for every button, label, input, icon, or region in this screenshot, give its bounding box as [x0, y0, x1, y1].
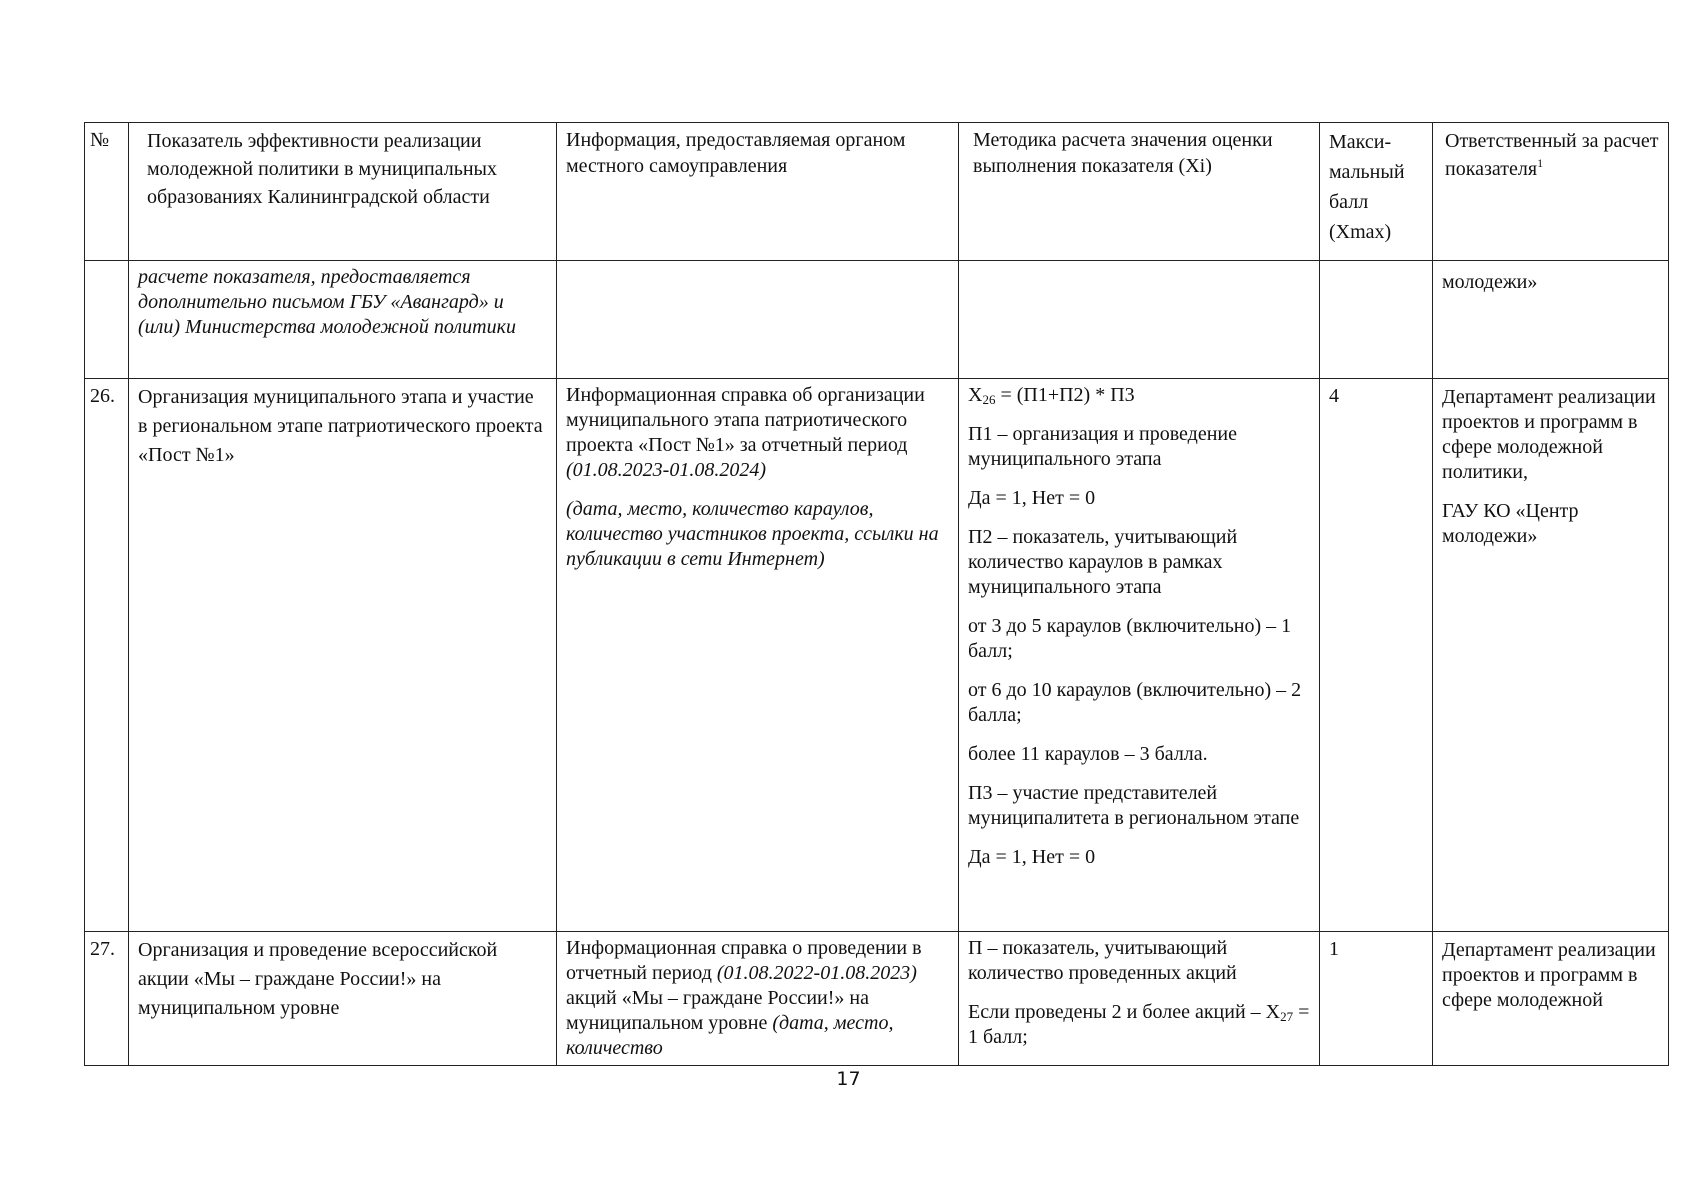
method-p: П – показатель, учитывающий количество проведенных акций	[968, 937, 1237, 984]
cell-method-empty	[959, 261, 1320, 379]
table-row-26	[85, 379, 1669, 932]
table-row-27	[85, 932, 1669, 1066]
info-text: Информационная справка о проведении в отчетный период	[566, 937, 922, 984]
header-max-line-1: Макси-	[1329, 131, 1392, 153]
method-p1: П1 – организация и проведение муниципального этапа	[968, 423, 1237, 470]
footnote-marker: 1	[1537, 156, 1544, 170]
cell-info	[557, 932, 959, 1066]
header-indicator	[129, 123, 557, 261]
cell-method	[959, 932, 1320, 1066]
cell-indicator	[129, 932, 557, 1066]
header-max-line-4: (Xmax)	[1329, 221, 1392, 243]
cell-max-score: 4	[1320, 379, 1433, 932]
cell-responsible	[1433, 379, 1669, 932]
info-period: (01.08.2022-01.08.2023)	[716, 962, 917, 984]
method-rule	[968, 1000, 1310, 1050]
cell-responsible-continued: молодежи»	[1433, 261, 1669, 379]
rule-prefix: Если проведены 2 и более акций – X	[968, 1001, 1281, 1023]
header-responsible	[1433, 123, 1669, 261]
header-indicator-text: Показатель эффективности реализации молодежной политики в муниципальных образованиях Калининградской области	[147, 130, 497, 208]
info-details: (дата, место, количество	[566, 1012, 894, 1059]
indicator-text: Организация муниципального этапа и участие в региональном этапе патриотического проекта «Пост №1»	[138, 386, 543, 466]
rule-sub: 27	[1280, 1009, 1294, 1024]
formula-sub: 26	[982, 392, 996, 407]
method-p3-values: Да = 1, Нет = 0	[968, 846, 1096, 868]
header-info	[557, 123, 959, 261]
header-method	[959, 123, 1320, 261]
cell-indicator-continued: расчете показателя, предоставляется дополнительно письмом ГБУ «Авангард» и (или) Министерства молодежной политики	[129, 261, 557, 379]
method-p1-values: Да = 1, Нет = 0	[968, 487, 1096, 509]
cell-responsible: Департамент реализации проектов и программ в сфере молодежной	[1433, 932, 1669, 1066]
indicator-text: Организация и проведение всероссийской акции «Мы – граждане России!» на муниципальном уровне	[138, 939, 498, 1019]
responsible-department: Департамент реализации проектов и программ в сфере молодежной политики,	[1442, 386, 1656, 483]
cell-number: 27.	[85, 932, 129, 1066]
cell-number: 26.	[85, 379, 129, 932]
rule-suffix: = 1 балл;	[968, 1001, 1310, 1048]
header-method-text: Методика расчета значения оценки выполнения показателя (Xi)	[973, 129, 1273, 177]
header-info-text: Информация, предоставляемая органом местного самоуправления	[566, 129, 906, 177]
method-p3: П3 – участие представителей муниципалитета в региональном этапе	[968, 782, 1300, 829]
header-number: №	[85, 123, 129, 261]
header-max-score	[1320, 123, 1433, 261]
info-details: (дата, место, количество караулов, количество участников проекта, ссылки на публикации в сети Интернет)	[566, 498, 939, 570]
info-period: (01.08.2023-01.08.2024)	[566, 459, 766, 481]
cell-info-empty	[557, 261, 959, 379]
cell-indicator	[129, 379, 557, 932]
table-header-row	[85, 123, 1669, 261]
formula	[968, 383, 1310, 408]
cell-max-empty	[1320, 261, 1433, 379]
info-paragraph	[566, 383, 949, 483]
indicators-table	[84, 122, 1669, 1066]
header-responsible-text: Ответственный за расчет показателя	[1445, 130, 1659, 180]
method-p2-range-b: от 6 до 10 караулов (включительно) – 2 балла;	[968, 679, 1302, 726]
page-number: 17	[836, 1068, 861, 1090]
formula-rest: = (П1+П2) * П3	[995, 384, 1135, 406]
cell-method	[959, 379, 1320, 932]
cell-number-empty	[85, 261, 129, 379]
table-row-continuation	[85, 261, 1669, 379]
cell-max-score: 1	[1320, 932, 1433, 1066]
info-text: Информационная справка об организации муниципального этапа патриотического проекта «Пост №1» за отчетный период	[566, 384, 925, 456]
info-text-2: акций «Мы – граждане России!» на муниципальном уровне	[566, 987, 869, 1034]
method-p2: П2 – показатель, учитывающий количество караулов в рамках муниципального этапа	[968, 526, 1238, 598]
formula-x: X	[968, 384, 983, 406]
method-p2-range-c: более 11 караулов – 3 балла.	[968, 743, 1208, 765]
cell-info	[557, 379, 959, 932]
method-p2-range-a: от 3 до 5 караулов (включительно) – 1 балл;	[968, 615, 1292, 662]
header-max-line-3: балл	[1329, 191, 1369, 213]
responsible-center: ГАУ КО «Центр молодежи»	[1442, 500, 1579, 547]
header-max-line-2: мальный	[1329, 161, 1405, 183]
